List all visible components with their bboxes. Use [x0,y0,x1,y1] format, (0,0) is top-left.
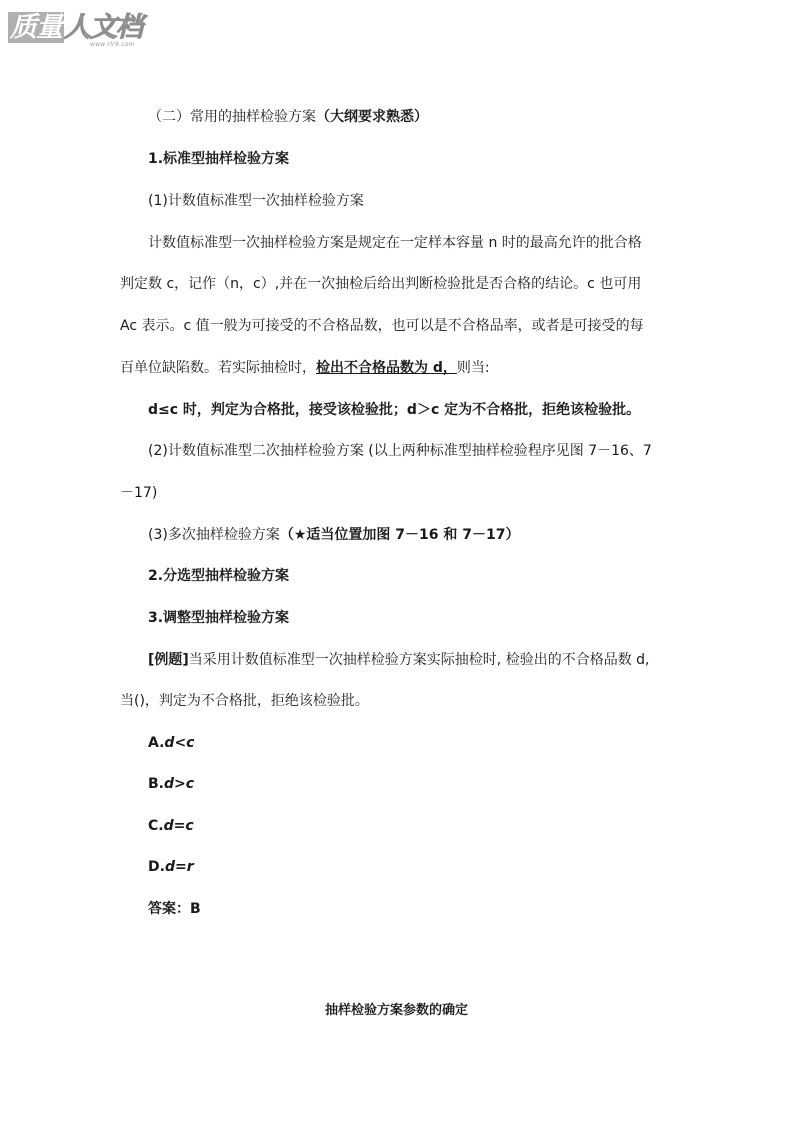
heading-screening-sampling: 2.分选型抽样检验方案 [148,568,290,584]
site-logo [8,12,142,48]
option-b: B.d>c [148,776,195,792]
option-c: C.d=c [148,818,194,834]
subheading-double-sampling-line-1: (2)计数值标准型二次抽样检验方案 (以上两种标准型抽样检验程序见图 7－16、7 [148,443,652,459]
option-a: A.d<c [148,735,195,751]
footer-heading: 抽样检验方案参数的确定 [324,1003,468,1018]
example-line-1: [例题]当采用计数值标准型一次抽样检验方案实际抽检时, 检验出的不合格品数 d, [148,652,650,668]
heading-adjusted-sampling: 3.调整型抽样检验方案 [148,610,290,626]
example-tag: [例题] [148,652,189,668]
logo-mark-boxed: 质量 [10,12,62,43]
paragraph-line-4: 百单位缺陷数。若实际抽检时，检出不合格品数为 d，则当: [120,360,490,376]
paragraph-line-1: 计数值标准型一次抽样检验方案是规定在一定样本容量 n 时的最高允许的批合格 [148,235,642,251]
option-d: D.d=r [148,859,194,875]
answer: 答案：B [148,901,201,917]
logo-url: www.rlr9.com [90,41,135,48]
subheading-multiple-sampling: (3)多次抽样检验方案（★适当位置加图 7－16 和 7－17） [148,527,520,543]
emphasis-defects-d: 检出不合格品数为 d， [316,360,457,376]
subheading-single-sampling: (1)计数值标准型一次抽样检验方案 [148,193,364,209]
paragraph-line-3: Ac 表示。c 值一般为可接受的不合格品数，也可以是不合格品率，或者是可接受的每 [120,318,644,334]
section-heading: （二）常用的抽样检验方案（大纲要求熟悉） [148,109,428,125]
heading-standard-sampling: 1.标准型抽样检验方案 [148,151,290,167]
example-line-2: 当()，判定为不合格批，拒绝该检验批。 [120,693,369,709]
logo-mark-text: 人文档 [64,12,142,43]
decision-rule: d≤c 时，判定为合格批，接受该检验批；d＞c 定为不合格批，拒绝该检验批。 [148,402,641,418]
paragraph-line-2: 判定数 c，记作（n，c）,并在一次抽检后给出判断检验批是否合格的结论。c 也可用 [120,276,642,292]
subheading-double-sampling-line-2: －17) [120,485,158,501]
